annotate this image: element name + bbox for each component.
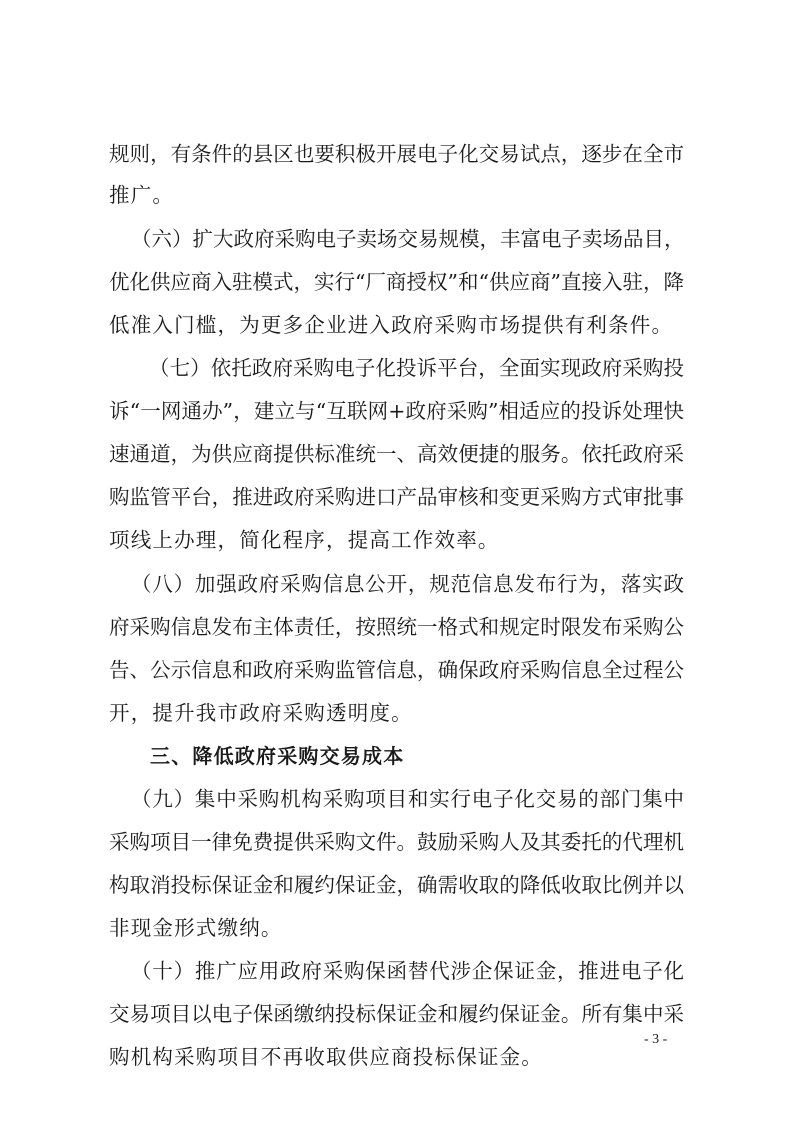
body-line: 购机构采购项目不再收取供应商投标保证金。 (109, 1045, 543, 1069)
body-line: 交易项目以电子保函缴纳投标保证金和履约保证金。所有集中采 (109, 1002, 684, 1026)
body-line: 优化供应商入驻模式，实行“厂商授权”和“供应商”直接入驻，降 (109, 270, 684, 294)
body-line: 构取消投标保证金和履约保证金，确需收取的降低收取比例并以 (109, 873, 684, 897)
page-number: - 3 - (644, 1032, 668, 1047)
body-line: 购监管平台，推进政府采购进口产品审核和变更采购方式审批事 (109, 485, 684, 509)
body-line: 低准入门槛，为更多企业进入政府采购市场提供有利条件。 (109, 313, 674, 337)
body-line: 采购项目一律免费提供采购文件。鼓励采购人及其委托的代理机 (109, 830, 684, 854)
body-line: 非现金形式缴纳。 (109, 916, 283, 940)
body-line: 项线上办理，简化程序，提高工作效率。 (109, 528, 500, 552)
body-line: 推广。 (109, 183, 175, 207)
body-line: 规则，有条件的县区也要积极开展电子化交易试点，逐步在全市 (109, 142, 684, 166)
body-line: 诉“一网通办”，建立与“互联网+政府采购”相适应的投诉处理快 (109, 399, 684, 423)
paragraph-7-line: （七）依托政府采购电子化投诉平台，全面实现政府采购投 (149, 356, 684, 380)
section-heading: 三、降低政府采购交易成本 (150, 744, 405, 768)
paragraph-8-line: （八）加强政府采购信息公开，规范信息发布行为，落实政 (131, 572, 684, 596)
paragraph-6-line: （六）扩大政府采购电子卖场交易规模，丰富电子卖场品目， (131, 227, 685, 251)
body-line: 开，提升我市政府采购透明度。 (109, 701, 413, 725)
body-line: 告、公示信息和政府采购监管信息，确保政府采购信息全过程公 (109, 658, 684, 682)
paragraph-9-line: （九）集中采购机构采购项目和实行电子化交易的部门集中 (131, 787, 684, 811)
paragraph-10-line: （十）推广应用政府采购保函替代涉企保证金，推进电子化 (131, 959, 684, 983)
body-line: 速通道，为供应商提供标准统一、高效便捷的服务。依托政府采 (109, 442, 684, 466)
body-line: 府采购信息发布主体责任，按照统一格式和规定时限发布采购公 (109, 615, 684, 639)
